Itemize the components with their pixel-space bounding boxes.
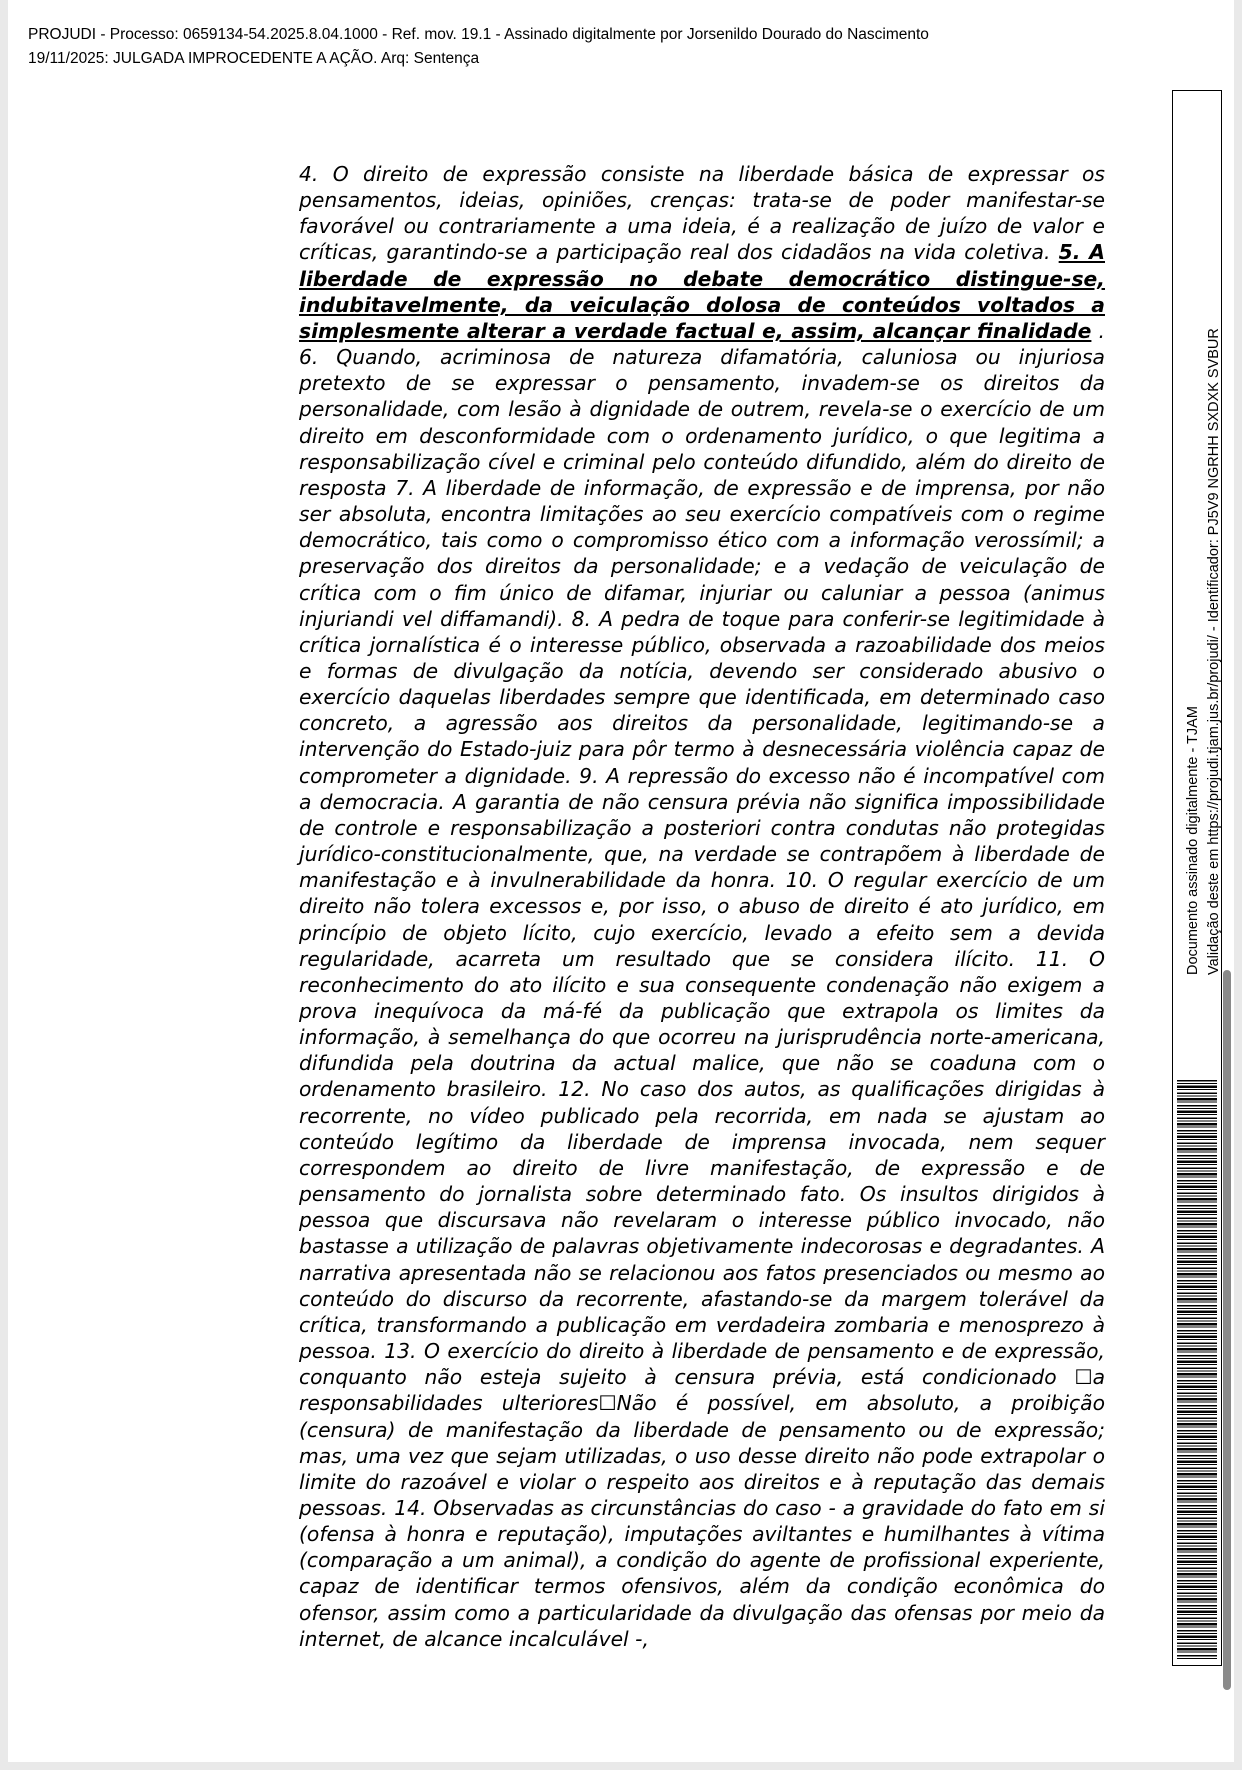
header-process-line: PROJUDI - Processo: 0659134-54.2025.8.04.1000 - Ref. mov. 19.1 - Assinado digitalmente por Jorsenildo Dourado do Nascimento [28, 26, 929, 43]
scrollbar[interactable] [1223, 970, 1231, 1690]
document-header [28, 23, 929, 71]
barcode [1177, 1080, 1217, 1660]
body-emphasis: 5. A liberdade de expressão no debate democrático distingue-se, indubitavelmente, da veiculação dolosa de conteúdos voltados a simplesmente alterar a verdade factual e, assim, alcançar finalidade [299, 240, 1105, 343]
sentence-body [299, 161, 1105, 1652]
body-paragraph-rest: . 6. Quando, acriminosa de natureza difamatória, caluniosa ou injuriosa pretexto de se expressar o pensamento, invadem-se os direitos da personalidade, com lesão à dignidade de outrem, revela-se o exercício de um direito em desconformidade com o ordenamento jurídico, o que legitima a responsabilização cível e criminal pelo conteúdo difundido, além do direito de resposta 7. A liberdade de informação, de expressão e de imprensa, por não ser absoluta, encontra limitações ao seu exercício compatíveis com o regime democrático, tais como o compromisso ético com a informação verossímil; a preservação dos direitos da personalidade; e a vedação de veiculação de crítica com o fim único de difamar, injuriar ou caluniar a pessoa (animus injuriandi vel diffamandi). 8. A pedra de toque para conferir-se legitimidade à crítica jornalística é o interesse público, observada a razoabilidade dos meios e formas de divulgação da notícia, devendo ser considerado abusivo o exercício daquelas liberdades sempre que identificada, em determinado caso concreto, a agressão aos direitos da personalidade, legitimando-se a intervenção do Estado-juiz para pôr termo à desnecessária violência capaz de comprometer a dignidade. 9. A repressão do excesso não é incompatível com a democracia. A garantia de não censura prévia não significa impossibilidade de controle e responsabilização a posteriori contra condutas não protegidas jurídico-constitucionalmente, que, na verdade se contrapõem à liberdade de manifestação e à invulnerabilidade da honra. 10. O regular exercício de um direito não tolera excessos e, por isso, o abuso de direito é ato jurídico, em princípio de objeto lícito, cujo exercício, levado a efeito sem a devida regularidade, acarreta um resultado que se considera ilícito. 11. O reconhecimento do ato ilícito e sua consequente condenação não exigem a prova inequívoca da má-fé da publicação que extrapola os limites da informação, à semelhança do que ocorreu na jurisprudência norte-americana, difundida pela doutrina da actual malice, que não se coaduna com o ordenamento brasileiro. 12. No caso dos autos, as qualificações dirigidas à recorrente, no vídeo publicado pela recorrida, em nada se ajustam ao conteúdo legítimo da liberdade de imprensa invocada, nem sequer correspondem ao direito de livre manifestação, de expressão e de pensamento do jornalista sobre determinado fato. Os insultos dirigidos à pessoa que discursava não revelaram o interesse público invocado, não bastasse a utilização de palavras objetivamente indecorosas e degradantes. A narrativa apresentada não se relacionou aos fatos presenciados ou mesmo ao conteúdo do discurso da recorrente, afastando-se da margem tolerável da crítica, transformando a publicação em verdadeira zombaria e menosprezo à pessoa. 13. O exercício do direito à liberdade de pensamento e de expressão, conquanto não esteja sujeito à censura prévia, está condicionado ☐a responsabilidades ulteriores☐Não é possível, em absoluto, a proibição (censura) de manifestação da liberdade de pensamento ou de expressão; mas, uma vez que sejam utilizadas, o uso desse direito não pode extrapolar o limite do razoável e violar o respeito aos direitos e à reputação das demais pessoas. 14. Observadas as circunstâncias do caso - a gravidade do fato em si (ofensa à honra e reputação), imputações aviltantes e humilhantes à vítima (comparação a um animal), a condição do agente de profissional experiente, capaz de identificar termos ofensivos, além da condição econômica do ofensor, assim como a particularidade da divulgação das ofensas por meio da internet, de alcance incalculável -, [299, 318, 1105, 1651]
header-judgment-line: 19/11/2025: JULGADA IMPROCEDENTE A AÇÃO. Arq: Sentença [28, 50, 480, 67]
body-paragraph-start: 4. O direito de expressão consiste na liberdade básica de expressar os pensamentos, ideias, opiniões, crenças: trata-se de poder manifestar-se favorável ou contrariamente a uma ideia, é a realização de juízo de valor e críticas, garantindo-se a participação real dos cidadãos na vida coletiva. [299, 162, 1105, 265]
document-page [8, 0, 1234, 1762]
